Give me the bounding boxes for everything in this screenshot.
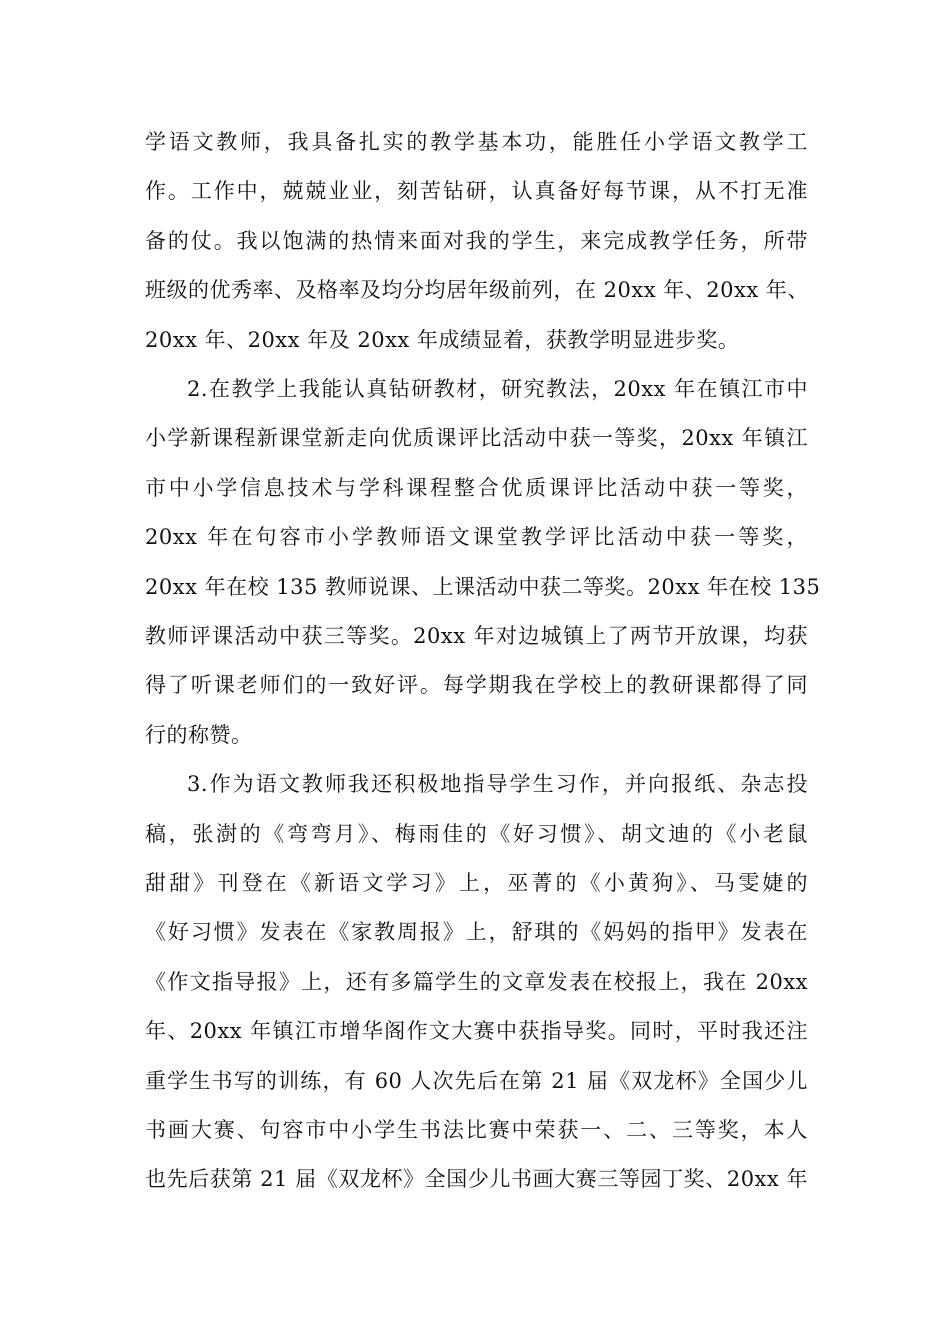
text-line: 书画大赛、句容市中小学生书法比赛中荣获一、二、三等奖，本人 — [145, 1118, 808, 1142]
text-line: 学语文教师，我具备扎实的教学基本功，能胜任小学语文教学工 — [145, 130, 808, 154]
text-line: 小学新课程新课堂新走向优质课评比活动中获一等奖，20xx 年镇江 — [145, 426, 808, 451]
text-line: 20xx 年在句容市小学教师语文课堂教学评比活动中获一等奖， — [145, 525, 808, 550]
text-line: 备的仗。我以饱满的热情来面对我的学生，来完成教学任务，所带 — [145, 228, 808, 253]
text-line: 班级的优秀率、及格率及均分均居年级前列，在 20xx 年、20xx 年、 — [145, 278, 809, 303]
text-line: 市中小学信息技术与学科课程整合优质课评比活动中获一等奖， — [145, 475, 808, 500]
text-line: 重学生书写的训练，有 60 人次先后在第 21 届《双龙杯》全国少儿 — [145, 1068, 808, 1093]
text-line: 也先后获第 21 届《双龙杯》全国少儿书画大赛三等园丁奖、20xx 年 — [145, 1167, 808, 1192]
text-line: 3.作为语文教师我还积极地指导学生习作，并向报纸、杂志投 — [187, 772, 808, 797]
text-line: 年、20xx 年镇江市增华阁作文大赛中获指导奖。同时，平时我还注 — [145, 1019, 808, 1044]
text-line: 教师评课活动中获三等奖。20xx 年对边城镇上了两节开放课，均获 — [145, 624, 808, 648]
text-line: 20xx 年、20xx 年及 20xx 年成绩显着，获教学明显进步奖。 — [145, 327, 740, 352]
text-line: 《好习惯》发表在《家教周报》上，舒琪的《妈妈的指甲》发表在 — [145, 920, 808, 945]
text-line: 20xx 年在校 135 教师说课、上课活动中获二等奖。20xx 年在校 135 — [145, 574, 821, 599]
text-line: 得了听课老师们的一致好评。每学期我在学校上的教研课都得了同 — [145, 673, 808, 698]
text-line: 《作文指导报》上，还有多篇学生的文章发表在校报上，我在 20xx — [145, 969, 808, 994]
text-line: 2.在教学上我能认真钻研教材，研究教法，20xx 年在镇江市中 — [187, 377, 808, 401]
text-line: 行的称赞。 — [145, 722, 253, 747]
text-line: 甜甜》刊登在《新语文学习》上，巫菁的《小黄狗》、马雯婕的 — [145, 871, 808, 895]
text-line: 稿，张澍的《弯弯月》、梅雨佳的《好习惯》、胡文迪的《小老鼠 — [145, 821, 808, 846]
text-line: 作。工作中，兢兢业业，刻苦钻研，认真备好每节课，从不打无准 — [145, 179, 808, 204]
